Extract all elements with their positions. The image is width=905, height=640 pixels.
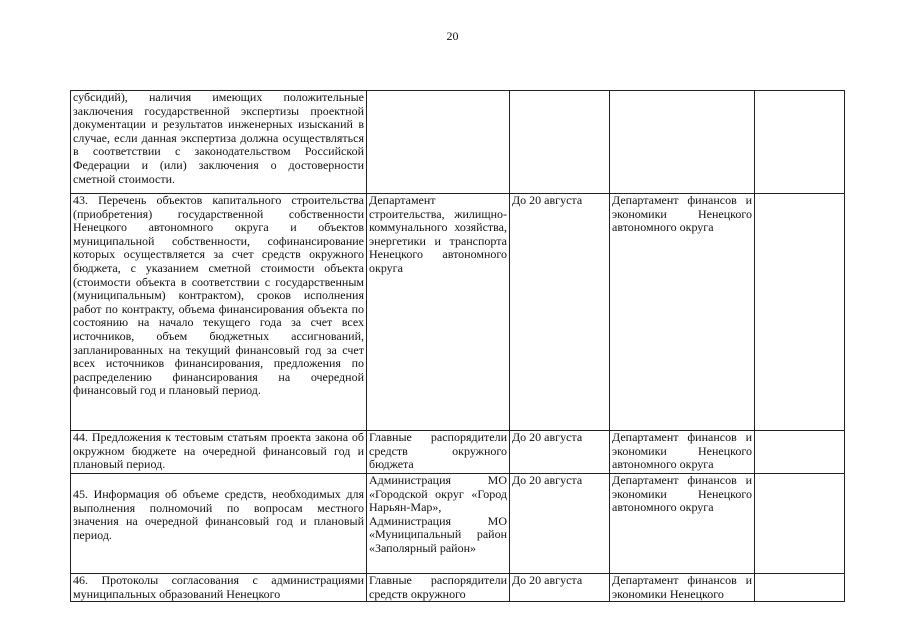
deadline-cell: До 20 августа	[510, 194, 610, 431]
description-cell: 44. Предложения к тестовым статьям проекта закона об окружном бюджете на очередной финансовый год и плановый период.	[71, 431, 367, 474]
deadline-cell: До 20 августа	[510, 574, 610, 602]
executor-cell: Департамент строительства, жилищно-коммунального хозяйства, энергетики и транспорта Ненецкого автономного округа	[367, 194, 510, 431]
recipient-cell: Департамент финансов и экономики Ненецкого автономного округа	[610, 474, 755, 574]
table-row	[71, 194, 845, 431]
table-row	[71, 474, 845, 574]
note-cell	[755, 431, 845, 474]
note-cell	[755, 91, 845, 194]
recipient-cell: Департамент финансов и экономики Ненецкого автономного округа	[610, 194, 755, 431]
deadline-cell: До 20 августа	[510, 431, 610, 474]
executor-cell: Главные распорядители средств окружного бюджета	[367, 431, 510, 474]
table-row	[71, 574, 845, 602]
table-row	[71, 431, 845, 474]
executor-cell: Главные распорядители средств окружного	[367, 574, 510, 602]
table-row	[71, 91, 845, 194]
note-cell	[755, 194, 845, 431]
description-cell: 45. Информация об объеме средств, необходимых для выполнения полномочий по вопросам местного значения на очередной финансовый год и плановый период.	[71, 474, 367, 574]
executor-cell: Администрация МО «Городской округ «Город Нарьян-Мар», Администрация МО «Муниципальный район «Заполярный район»	[367, 474, 510, 574]
recipient-cell: Департамент финансов и экономики Ненецкого	[610, 574, 755, 602]
page-number: 20	[446, 29, 459, 43]
recipient-cell	[610, 91, 755, 194]
note-cell	[755, 574, 845, 602]
description-cell: 46. Протоколы согласования с администрациями муниципальных образований Ненецкого	[71, 574, 367, 602]
description-cell: 43. Перечень объектов капитального строительства (приобретения) государственной собственности Ненецкого автономного округа и объектов муниципальной собственности, софинансирование которых осуществляется за счет средств окружного бюджета, с указанием сметной стоимости объекта (стоимости объекта в соответствии с государственным (муниципальным) контрактом), сроков исполнения работ по контракту, объема финансирования объекта по состоянию на начало текущего года за счет всех источников, объем бюджетных ассигнований, запланированных на текущий финансовый год за счет всех источников финансирования, предложения по распределению финансирования на очередной финансовый год и плановый период.	[71, 194, 367, 431]
deadline-cell: До 20 августа	[510, 474, 610, 574]
description-cell: субсидий), наличия имеющих положительные заключения государственной экспертизы проектной документации и результатов инженерных изысканий в случае, если данная экспертиза должна осуществляться в соответствии с законодательством Российской Федерации и (или) заключения о достоверности сметной стоимости.	[71, 91, 367, 194]
note-cell	[755, 474, 845, 574]
recipient-cell: Департамент финансов и экономики Ненецкого автономного округа	[610, 431, 755, 474]
deadline-cell	[510, 91, 610, 194]
plan-table	[70, 90, 845, 602]
executor-cell	[367, 91, 510, 194]
